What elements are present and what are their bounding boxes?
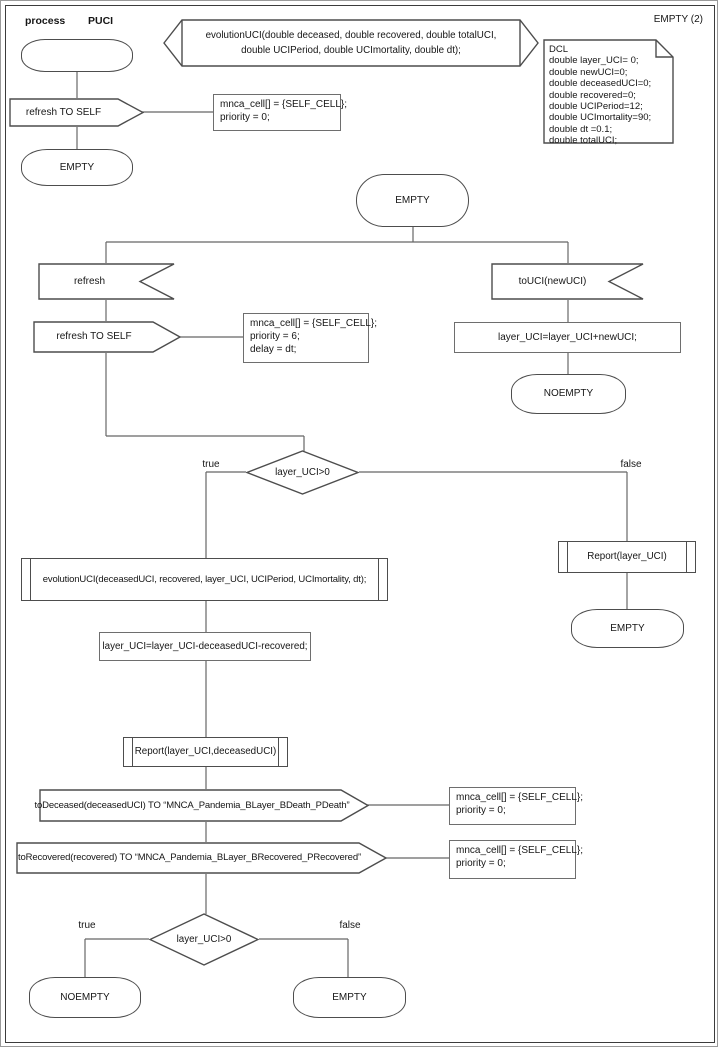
comment-line: mnca_cell[] = {SELF_CELL}; — [456, 792, 584, 803]
declaration-line: double UCIPeriod, double UCImortality, double dt); — [241, 45, 461, 56]
comment-line: priority = 0; — [220, 112, 270, 123]
output-label: refresh TO SELF — [25, 106, 102, 118]
state-noempty-right — [511, 374, 626, 414]
state-empty-main — [356, 174, 469, 227]
state-label: EMPTY — [395, 194, 430, 206]
dcl-line: double newUCI=0; — [549, 66, 628, 78]
comment-refresh-top — [213, 94, 348, 131]
comment-line: mnca_cell[] = {SELF_CELL}; — [250, 318, 378, 329]
dcl-line: double UCImortality=90; — [549, 112, 652, 124]
proc-call-evolutionuci — [21, 558, 388, 601]
state-noempty-bottom — [29, 977, 141, 1018]
state-label: NOEMPTY — [60, 991, 110, 1003]
dcl-note — [543, 39, 674, 147]
process-name-label: PUCI — [88, 15, 114, 27]
state-label: EMPTY — [332, 991, 367, 1003]
start-state — [21, 39, 133, 72]
declaration-line: evolutionUCI(double deceased, double recovered, double totalUCI, — [205, 30, 497, 41]
dcl-line: double totalUCI; — [549, 135, 618, 147]
state-empty-top — [21, 149, 133, 186]
state-empty-bottom — [293, 977, 406, 1018]
dcl-line: double UCIPeriod=12; — [549, 101, 643, 113]
proc-label: Report(layer_UCI) — [587, 551, 667, 562]
output-label: toRecovered(recovered) TO “MNCA_Pandemia_BLayer_BRecovered_PRecovered” — [18, 852, 361, 863]
proc-call-report-2 — [123, 737, 288, 767]
comment-torecovered — [449, 840, 584, 879]
output-label: toDeceased(deceasedUCI) TO “MNCA_Pandemia_BLayer_BDeath_PDeath” — [34, 799, 350, 811]
output-todeceased — [34, 789, 369, 822]
decision-layer-uci-1 — [246, 450, 359, 495]
branch-false-label: false — [620, 459, 642, 470]
proc-label: evolutionUCI(deceasedUCI, recovered, layer_UCI, UCIPeriod, UCImortality, dt); — [42, 573, 367, 585]
task-subtract — [99, 632, 311, 661]
input-label: refresh — [73, 275, 106, 287]
decision-layer-uci-2 — [149, 913, 259, 966]
comment-todeceased — [449, 787, 584, 825]
output-refresh-to-self-2 — [33, 321, 181, 353]
dcl-line: double dt =0.1; — [549, 123, 613, 135]
task-label: layer_UCI=layer_UCI-deceasedUCI-recovered; — [102, 640, 308, 652]
proc-label: Report(layer_UCI,deceasedUCI) — [134, 746, 277, 757]
dcl-line: double recovered=0; — [549, 89, 636, 101]
state-label: EMPTY — [59, 161, 95, 173]
comment-line: delay = dt; — [250, 344, 297, 355]
input-label: toUCI(newUCI) — [518, 275, 587, 287]
state-label: NOEMPTY — [543, 388, 594, 399]
branch-true-label: true — [202, 459, 220, 470]
decision-label: layer_UCI>0 — [275, 466, 330, 478]
procedure-declaration — [163, 19, 539, 67]
input-refresh — [38, 263, 175, 300]
dcl-line: double deceasedUCI=0; — [549, 78, 652, 90]
dcl-line: double layer_UCI= 0; — [549, 55, 639, 67]
dcl-line: DCL — [549, 44, 569, 55]
branch-true-label: true — [78, 920, 96, 931]
output-torecovered — [16, 842, 387, 874]
comment-line: mnca_cell[] = {SELF_CELL}; — [220, 99, 348, 110]
process-keyword-label: process — [25, 15, 66, 27]
comment-line: priority = 0; — [456, 858, 506, 869]
page-label: EMPTY (2) — [653, 14, 703, 25]
output-label: refresh TO SELF — [56, 331, 132, 342]
state-label: EMPTY — [610, 622, 645, 634]
state-empty-right — [571, 609, 684, 648]
decision-label: layer_UCI>0 — [176, 933, 232, 945]
task-label: layer_UCI=layer_UCI+newUCI; — [498, 331, 637, 343]
output-refresh-to-self-1 — [9, 98, 144, 127]
input-touci — [491, 263, 644, 300]
task-add-newuci — [454, 322, 681, 353]
comment-line: mnca_cell[] = {SELF_CELL}; — [456, 845, 584, 856]
comment-refresh-main — [243, 313, 378, 363]
branch-false-label: false — [339, 920, 361, 931]
dcl-note-text — [543, 39, 674, 147]
proc-call-report-1 — [558, 541, 696, 573]
comment-line: priority = 6; — [250, 331, 300, 342]
comment-line: priority = 0; — [456, 805, 506, 816]
